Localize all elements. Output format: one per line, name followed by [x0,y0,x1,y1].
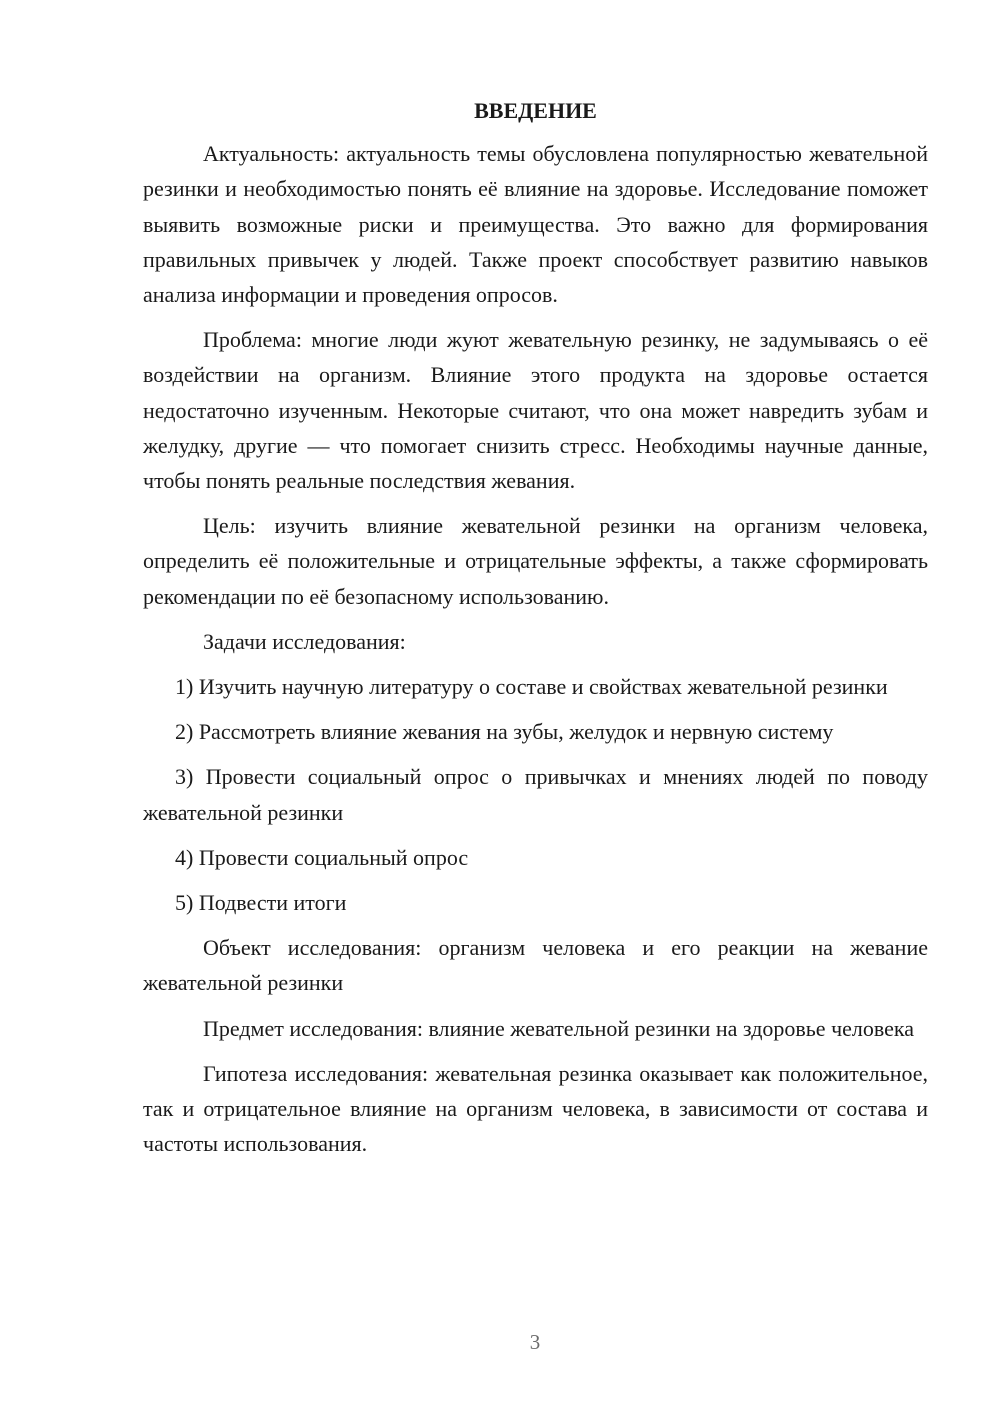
task-item: 5) Подвести итоги [175,890,347,916]
problem-paragraph: Проблема: многие люди жуют жевательную резинку, не задумываясь о её воздействии на организм. Влияние этого продукта на здоровье остается недостаточно изученным. Некоторые считают, что она может навредить зубам и желудку, другие — что помогает снизить стресс. Необходимы научные данные, чтобы понять реальные последствия жевания. [143,327,928,494]
task-item: 4) Провести социальный опрос [175,844,469,870]
tasks-label: Задачи исследования: [203,628,406,654]
section-heading: ВВЕДЕНИЕ [474,98,597,123]
task-item: 2) Рассмотреть влияние жевания на зубы, желудок и нервную систему [175,719,834,745]
page-number: 3 [529,1330,541,1354]
goal-paragraph: Цель: изучить влияние жевательной резинки на организм человека, определить её положительные и отрицательные эффекты, а также сформировать рекомендации по её безопасному использованию. [143,513,928,609]
subject-paragraph: Предмет исследования: влияние жевательной резинки на здоровье человека [203,1015,915,1041]
relevance-paragraph: Актуальность: актуальность темы обусловлена популярностью жевательной резинки и необходимостью понять её влияние на здоровье. Исследование поможет выявить возможные риски и преимущества. Это важно для формирования правильных привычек у людей. Также проект способствует развитию навыков анализа информации и проведения опросов. [143,141,928,308]
object-paragraph: Объект исследования: организм человека и его реакции на жевание жевательной резинки [143,935,928,996]
document-body [143,93,928,1171]
task-item: 1) Изучить научную литературу о составе и свойствах жевательной резинки [175,674,888,700]
task-item: 3) Провести социальный опрос о привычках и мнениях людей по поводу жевательной резинки [143,764,928,825]
hypothesis-paragraph: Гипотеза исследования: жевательная резинка оказывает как положительное, так и отрицательное влияние на организм человека, в зависимости от состава и частоты использования. [143,1060,928,1157]
